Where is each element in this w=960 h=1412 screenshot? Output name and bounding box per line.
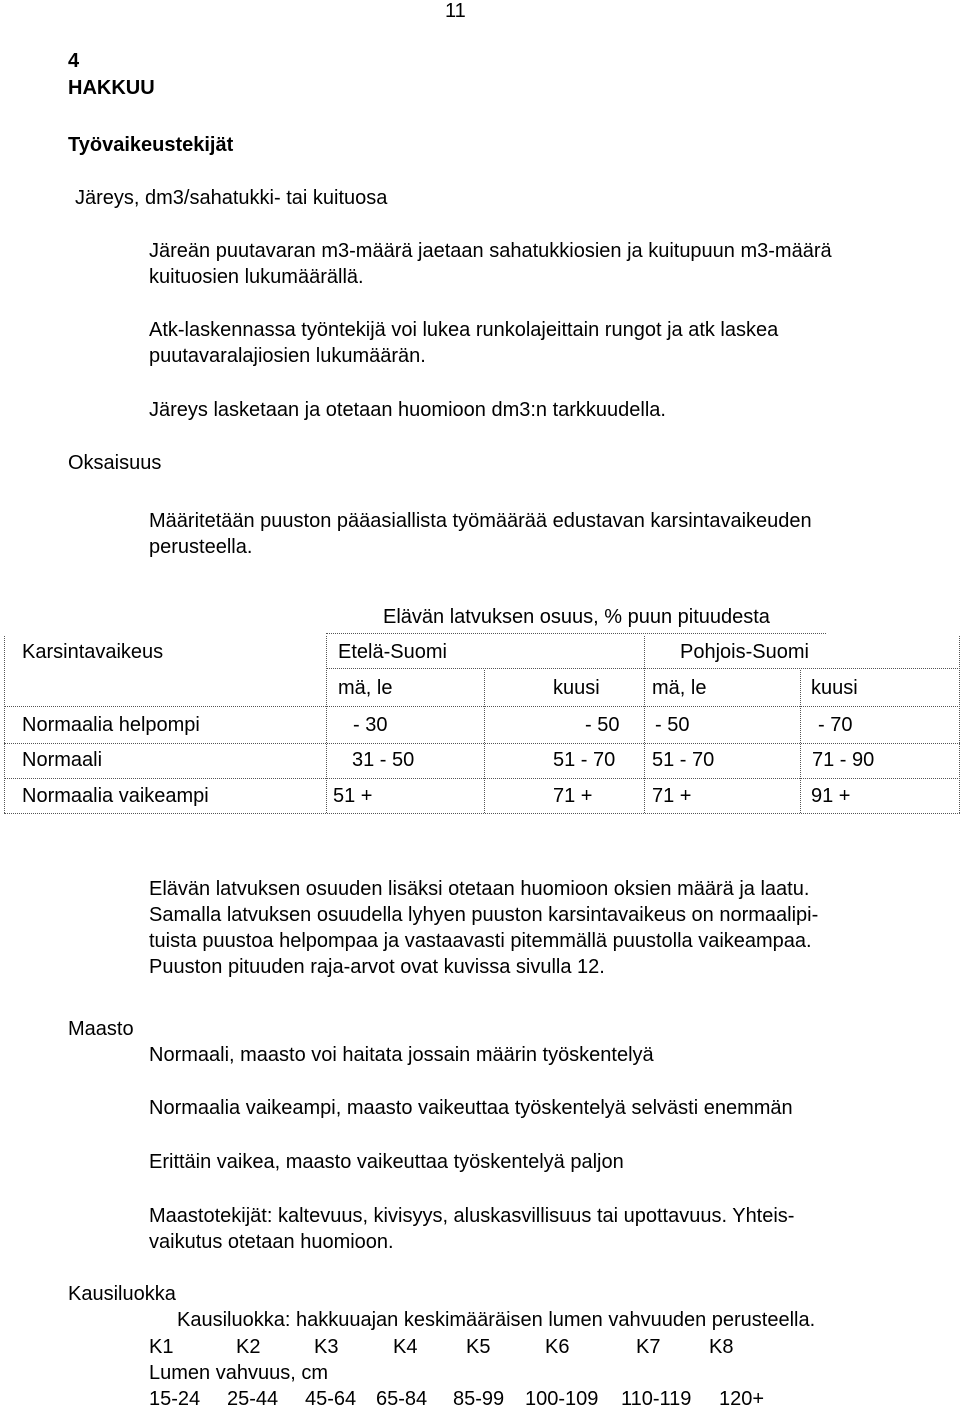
range-value: 100-109 [525,1388,599,1410]
table-subheader: kuusi [811,677,858,699]
table-divider [326,633,826,634]
table-divider [326,636,327,813]
section-number: 4 [68,50,80,72]
snow-depth-label: Lumen vahvuus, cm [149,1362,328,1384]
table-cell: 31 - 50 [352,749,415,771]
table-region-south: Etelä-Suomi [338,641,447,663]
table-caption: Elävän latvuksen osuus, % puun pituudesta [383,606,770,628]
range-value: 85-99 [453,1388,505,1410]
section-subtitle: Työvaikeustekijät [68,134,234,156]
table-cell: 51 + [333,785,373,807]
table-subheader: kuusi [553,677,600,699]
table-row-label: Normaalia vaikeampi [22,785,209,807]
range-value: 25-44 [227,1388,279,1410]
table-cell: - 30 [353,714,388,736]
class-label: K6 [545,1336,570,1358]
maasto-paragraph-4: Maastotekijät: kaltevuus, kivisyys, aluskasvillisuus tai upottavuus. Yhteis- vaikutus otetaan huomioon. [149,1205,795,1253]
maasto-paragraph-3: Erittäin vaikea, maasto vaikeuttaa työskentelyä paljon [149,1151,624,1173]
class-label: K7 [636,1336,661,1358]
class-label: K3 [314,1336,339,1358]
table-divider [4,636,5,813]
range-value: 120+ [719,1388,765,1410]
table-row-label: Normaalia helpompi [22,714,200,736]
range-value: 110-119 [621,1388,692,1410]
table-divider [800,670,801,813]
jareys-paragraph-3: Järeys lasketaan ja otetaan huomioon dm3:n tarkkuudella. [149,399,666,421]
page-number: 11 [445,0,466,22]
table-cell: 71 + [553,785,593,807]
table-region-north: Pohjois-Suomi [680,641,809,663]
jareys-heading: Järeys, dm3/sahatukki- tai kuituosa [75,187,388,209]
table-divider [4,778,960,779]
jareys-paragraph-2: Atk-laskennassa työntekijä voi lukea runkolajeittain rungot ja atk laskea puutavaralajiosien lukumäärän. [149,319,779,367]
oksaisuus-heading: Oksaisuus [68,452,162,474]
table-divider [644,636,645,813]
kausiluokka-heading: Kausiluokka [68,1283,176,1305]
maasto-heading: Maasto [68,1018,134,1040]
range-value: 15-24 [149,1388,201,1410]
table-row-header: Karsintavaikeus [22,641,164,663]
jareys-paragraph-1: Järeän puutavaran m3-määrä jaetaan sahatukkiosien ja kuitupuun m3-määrä kuituosien lukumäärällä. [149,240,832,288]
table-divider [4,743,960,744]
table-cell: 91 + [811,785,851,807]
table-divider [484,670,485,813]
table-row-label: Normaali [22,749,103,771]
table-subheader: mä, le [338,677,393,699]
class-label: K8 [709,1336,734,1358]
maasto-paragraph-1: Normaali, maasto voi haitata jossain määrin työskentelyä [149,1044,654,1066]
kausiluokka-intro: Kausiluokka: hakkuuajan keskimääräisen lumen vahvuuden perusteella. [177,1309,816,1331]
table-cell: 51 - 70 [553,749,616,771]
latvus-note: Elävän latvuksen osuuden lisäksi otetaan huomioon oksien määrä ja laatu. Samalla latvuksen osuudella lyhyen puuston karsintavaikeus on normaalipi- tuista puustoa helpompaa ja vastaavasti pitemmällä puustolla vaikeampaa. Puuston pituuden raja-arvot ovat kuvissa sivulla 12. [149,878,819,978]
table-cell: 51 - 70 [652,749,715,771]
range-value: 45-64 [305,1388,357,1410]
maasto-paragraph-2: Normaalia vaikeampi, maasto vaikeuttaa työskentelyä selvästi enemmän [149,1097,793,1119]
table-cell: 71 - 90 [812,749,875,771]
table-subheader: mä, le [652,677,707,699]
table-cell: - 50 [585,714,620,736]
class-label: K5 [466,1336,491,1358]
class-label: K2 [236,1336,261,1358]
section-title: HAKKUU [68,77,155,99]
table-cell: 71 + [652,785,692,807]
oksaisuus-paragraph: Määritetään puuston pääasiallista työmäärää edustavan karsintavaikeuden perusteella. [149,510,812,558]
class-label: K4 [393,1336,418,1358]
table-divider [326,668,960,669]
table-cell: - 50 [655,714,690,736]
table-divider [4,813,960,814]
table-divider [4,706,960,707]
range-value: 65-84 [376,1388,428,1410]
table-cell: - 70 [818,714,853,736]
class-label: K1 [149,1336,174,1358]
